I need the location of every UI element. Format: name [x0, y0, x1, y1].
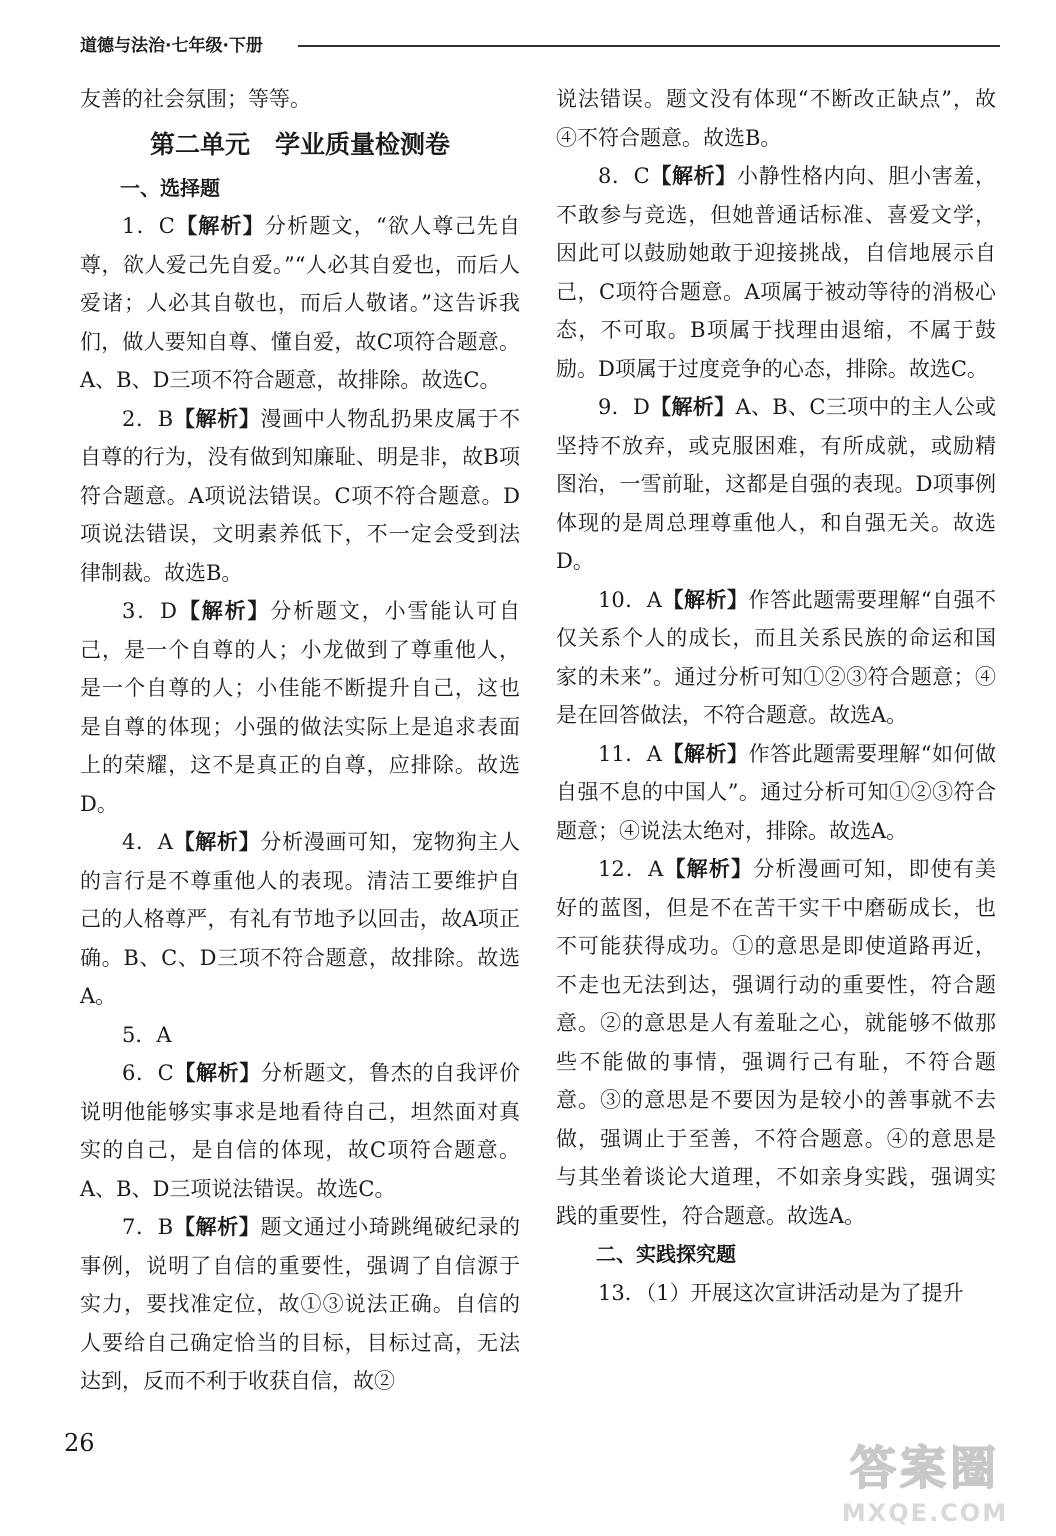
page-number: 26	[64, 1429, 95, 1457]
answer-1	[80, 207, 520, 400]
answer-7-continued: 说法错误。题文没有体现“不断改正缺点”，故④不符合题意。故选B。	[556, 87, 996, 150]
analysis-tag: 【解析】	[661, 587, 749, 612]
answer-number: 5．A	[122, 1022, 172, 1047]
answer-2	[80, 400, 520, 593]
answer-number: 10．A	[598, 587, 662, 612]
answer-9	[556, 388, 996, 581]
answer-12	[556, 850, 996, 1235]
continuation-text: 友善的社会氛围；等等。	[80, 87, 311, 111]
answer-number: 2．B	[122, 406, 174, 431]
answer-11	[556, 735, 996, 851]
answer-8	[556, 157, 996, 388]
analysis-text: 漫画中人物乱扔果皮属于不自尊的行为，没有做到知廉耻、明是非，故B项符合题意。A项说法错误。C项不符合题意。D项说法错误，文明素养低下，不一定会受到法律制裁。故选B。	[80, 406, 521, 585]
watermark-site-text: MXQE.COM	[841, 1499, 1009, 1527]
unit-title: 第二单元 学业质量检测卷	[149, 129, 450, 159]
answer-7	[80, 1208, 520, 1401]
watermark-logo-text: 答案圈	[850, 1441, 1000, 1495]
analysis-tag: 【解析】	[172, 830, 261, 854]
analysis-text: 分析题文，鲁杰的自我评价说明他能够实事求是地看待自己，坦然面对真实的自己，是自信的体现，故C项符合题意。A、B、D三项说法错误。故选C。	[80, 1061, 521, 1201]
running-header	[80, 34, 1000, 58]
analysis-text: 分析题文，小雪能认可自己，是一个自尊的人；小龙做到了尊重他人，是一个自尊的人；小佳能不断提升自己，这也是自尊的体现；小强的做法实际上是追求表面上的荣耀，这不是真正的自尊，应排除。故选D。	[80, 599, 521, 816]
analysis-text: 分析漫画可知，宠物狗主人的言行是不尊重他人的表现。清洁工要维护自己的人格尊严，有礼有节地予以回击，故A项正确。B、C、D三项不符合题意，故排除。故选A。	[80, 830, 521, 1008]
answer-4	[80, 823, 520, 1016]
watermark-logo	[830, 1440, 1020, 1532]
analysis-tag: 【解析】	[661, 741, 749, 766]
answer-number: 9．D	[598, 395, 650, 419]
right-column	[556, 80, 996, 1312]
analysis-text: 小静性格内向、胆小害羞，不敢参与竞选，但她普通话标准、喜爱文学，因此可以鼓励她敢于迎接挑战，自信地展示自己，C项符合题意。A项属于被动等待的消极心态，不可取。B项属于找理由退缩，不属于鼓励。D项属于过度竞争的心态，排除。故选C。	[556, 164, 997, 381]
analysis-tag: 【解析】	[649, 164, 737, 188]
analysis-tag: 【解析】	[663, 857, 754, 881]
answer-number: 6．C	[122, 1061, 174, 1085]
answer-number: 3．D	[122, 599, 177, 623]
answer-number: 11．A	[598, 741, 662, 766]
answer-10	[556, 581, 996, 735]
answer-number: 13．	[598, 1280, 646, 1305]
analysis-text: 作答此题需要理解“如何做自强不息的中国人”。通过分析可知①②③符合题意；④说法太绝对，排除。故选A。	[556, 741, 997, 843]
answer-text: （1）开展这次宣讲活动是为了提升	[645, 1280, 964, 1305]
answer-number: 1．C	[122, 214, 175, 238]
analysis-tag: 【解析】	[173, 1215, 261, 1239]
answer-number: 12．A	[598, 857, 664, 881]
analysis-text: A、B、C三项中的主人公或坚持不放弃，或克服困难，有所成就，或励精图治，一雪前耻，这都是自强的表现。D项事例体现的是周总理尊重他人，和自强无关。故选D。	[556, 395, 997, 573]
left-column	[80, 80, 520, 1401]
header-rule	[298, 45, 1000, 47]
answer-6	[80, 1054, 520, 1208]
answer-5	[80, 1016, 520, 1055]
section-heading-practice: 二、实践探究题	[596, 1242, 736, 1266]
analysis-text: 作答此题需要理解“自强不仅关系个人的成长，而且关系民族的命运和国家的未来”。通过分析可知①②③符合题意；④是在回答做法，不符合题意。故选A。	[556, 587, 997, 727]
answer-number: 7．B	[122, 1215, 174, 1239]
analysis-tag: 【解析】	[173, 406, 261, 431]
analysis-tag: 【解析】	[176, 599, 271, 623]
analysis-tag: 【解析】	[173, 1061, 261, 1085]
analysis-tag: 【解析】	[174, 214, 265, 238]
answer-3	[80, 592, 520, 823]
analysis-tag: 【解析】	[649, 395, 736, 419]
answer-number: 8．C	[598, 164, 650, 188]
section-heading-choice: 一、选择题	[120, 175, 220, 200]
answer-13	[556, 1274, 996, 1313]
book-title: 道德与法治·七年级·下册	[80, 36, 263, 56]
analysis-text: 分析漫画可知，即使有美好的蓝图，但是不在苦干实干中磨砺成长，也不可能获得成功。①的意思是即使道路再近，不走也无法到达，强调行动的重要性，符合题意。②的意思是人有羞耻之心，就能够不做那些不能做的事情，强调行己有耻，不符合题意。③的意思是不要因为是较小的善事就不去做，强调止于至善，不符合题意。④的意思是与其坐着谈论大道理，不如亲身实践，强调实践的重要性，符合题意。故选A。	[556, 857, 997, 1228]
answer-number: 4．A	[122, 830, 173, 854]
analysis-text: 题文通过小琦跳绳破纪录的事例，说明了自信的重要性，强调了自信源于实力，要找准定位，故①③说法正确。自信的人要给自己确定恰当的目标，目标过高，无法达到，反而不利于收获自信，故②	[80, 1215, 521, 1393]
analysis-text: 分析题文，“欲人尊己先自尊，欲人爱己先自爱。”“人必其自爱也，而后人爱诸；人必其自敬也，而后人敬诸。”这告诉我们，做人要知自尊、懂自爱，故C项符合题意。A、B、D三项不符合题意，故排除。故选C。	[80, 214, 520, 392]
